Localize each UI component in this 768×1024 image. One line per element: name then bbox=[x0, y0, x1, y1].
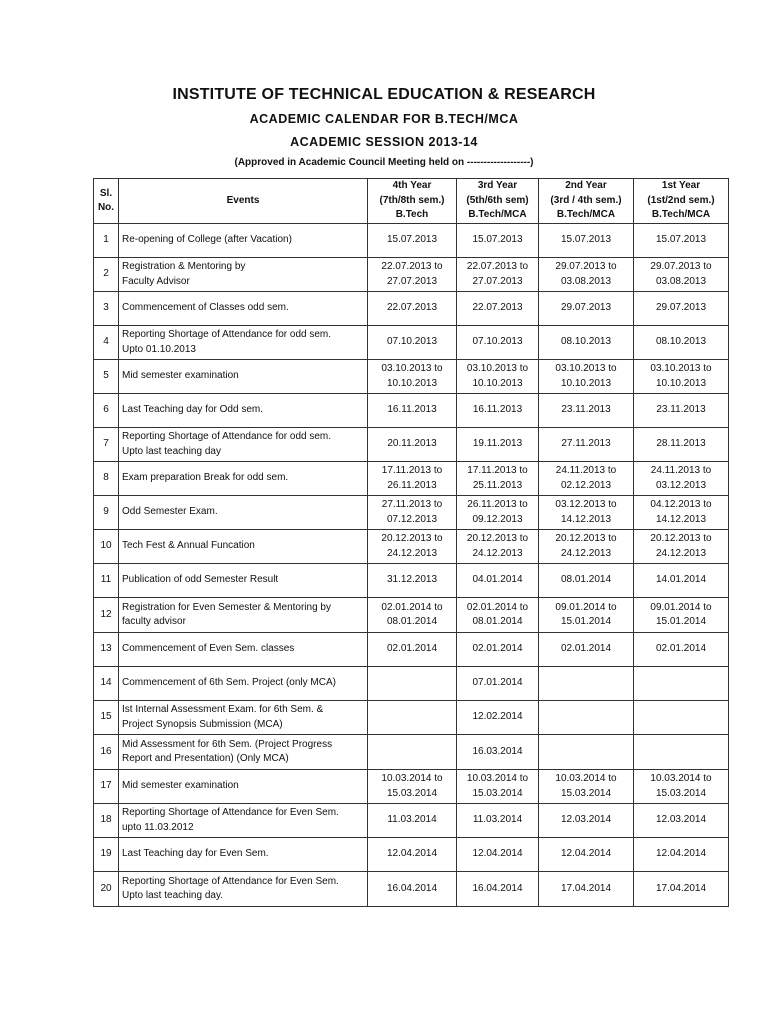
table-row bbox=[94, 564, 729, 598]
year2-date-cell-line: 29.07.2013 to bbox=[555, 261, 617, 272]
year1-date-cell bbox=[634, 735, 729, 770]
year1-date-cell bbox=[634, 394, 729, 428]
year4-date-cell-line: 02.01.2014 to bbox=[381, 601, 443, 613]
row-number: 10 bbox=[94, 530, 119, 564]
event-cell bbox=[119, 360, 368, 394]
year4-date-cell bbox=[368, 326, 457, 360]
year1-date-cell-line: 15.03.2014 bbox=[655, 787, 707, 799]
event-cell bbox=[119, 667, 368, 701]
year2-date-cell-line: 12.04.2014 bbox=[560, 848, 612, 860]
year4-date-cell-line: 27.11.2013 to bbox=[381, 499, 443, 510]
year3-date-cell-line: 08.01.2014 bbox=[472, 616, 523, 627]
year3-date-cell bbox=[457, 224, 539, 258]
year1-date-cell bbox=[634, 564, 729, 598]
year2-date-cell-line: 03.08.2013 bbox=[560, 275, 612, 287]
year1-date-cell-line: 28.11.2013 bbox=[656, 438, 706, 450]
year4-date-cell bbox=[368, 292, 457, 326]
year3-date-cell bbox=[457, 360, 539, 394]
year4-date-cell-line: 07.12.2013 bbox=[386, 513, 438, 525]
year2-date-cell bbox=[539, 735, 634, 770]
year3-date-cell-line: 22.07.2013 bbox=[472, 302, 523, 314]
year1-date-cell bbox=[634, 770, 729, 804]
year4-date-cell-line: 20.11.2013 bbox=[387, 438, 437, 450]
year4-date-cell bbox=[368, 838, 457, 872]
year1-date-cell-line: 24.11.2013 to bbox=[650, 465, 712, 476]
event-cell bbox=[119, 326, 368, 360]
year1-date-cell-line: 15.07.2013 bbox=[655, 234, 707, 246]
year2-date-cell bbox=[539, 326, 634, 360]
year2-date-cell bbox=[539, 394, 634, 428]
year1-date-cell bbox=[634, 667, 729, 701]
row-number: 9 bbox=[94, 496, 119, 530]
year3-date-cell-line: 07.01.2014 bbox=[472, 677, 523, 689]
event-cell-line: faculty advisor bbox=[122, 616, 186, 627]
year1-date-cell bbox=[634, 292, 729, 326]
year3-date-cell-line: 16.11.2013 bbox=[472, 404, 523, 416]
row-number: 17 bbox=[94, 770, 119, 804]
row-number: 7 bbox=[94, 428, 119, 462]
year1-date-cell bbox=[634, 530, 729, 564]
row-number: 3 bbox=[94, 292, 119, 326]
year2-date-cell bbox=[539, 258, 634, 292]
year2-date-cell-line: 24.12.2013 bbox=[560, 547, 612, 559]
year3-header bbox=[457, 179, 539, 224]
year1-date-cell-line: 02.01.2014 bbox=[655, 643, 707, 655]
row-number: 19 bbox=[94, 838, 119, 872]
header-line: (3rd / 4th sem.) bbox=[550, 194, 622, 206]
row-number: 13 bbox=[94, 633, 119, 667]
year2-date-cell-line: 10.03.2014 to bbox=[555, 773, 617, 784]
year1-date-cell-line: 29.07.2013 to bbox=[650, 261, 712, 272]
event-cell-line: Tech Fest & Annual Funcation bbox=[122, 540, 255, 552]
year2-date-cell bbox=[539, 633, 634, 667]
year3-date-cell-line: 26.11.2013 to bbox=[467, 499, 528, 510]
year3-date-cell-line: 04.01.2014 bbox=[472, 574, 523, 586]
year3-date-cell-line: 22.07.2013 to bbox=[466, 261, 529, 272]
header-line: (1st/2nd sem.) bbox=[647, 194, 715, 206]
table-row bbox=[94, 462, 729, 496]
year4-date-cell bbox=[368, 360, 457, 394]
event-cell-line: Mid Assessment for 6th Sem. (Project Progress bbox=[122, 738, 333, 750]
table-row bbox=[94, 667, 729, 701]
year2-date-cell-line: 27.11.2013 bbox=[561, 438, 611, 450]
event-cell-line: Mid semester examination bbox=[122, 370, 239, 382]
sl-no-header bbox=[94, 179, 119, 224]
row-number: 2 bbox=[94, 258, 119, 292]
year2-date-cell-line: 23.11.2013 bbox=[561, 404, 611, 416]
event-cell bbox=[119, 872, 368, 907]
row-number: 11 bbox=[94, 564, 119, 598]
year1-date-cell-line: 04.12.2013 to bbox=[650, 499, 712, 510]
year1-date-cell bbox=[634, 598, 729, 633]
year3-date-cell-line: 17.11.2013 to bbox=[467, 465, 528, 476]
year4-date-cell bbox=[368, 735, 457, 770]
header-line: (5th/6th sem) bbox=[466, 194, 529, 206]
table-row bbox=[94, 496, 729, 530]
year3-date-cell bbox=[457, 292, 539, 326]
row-number: 8 bbox=[94, 462, 119, 496]
year4-date-cell-line: 11.03.2014 bbox=[387, 814, 437, 826]
year3-date-cell-line: 10.10.2013 bbox=[472, 377, 523, 389]
event-cell-line: Registration for Even Semester & Mentoring by bbox=[122, 601, 331, 613]
year4-date-cell-line: 22.07.2013 bbox=[386, 302, 438, 314]
year2-date-cell bbox=[539, 428, 634, 462]
year1-date-cell-line: 14.01.2014 bbox=[655, 574, 707, 586]
table-header-row bbox=[94, 179, 729, 224]
table-row bbox=[94, 360, 729, 394]
year1-date-cell-line: 17.04.2014 bbox=[655, 882, 707, 894]
event-cell bbox=[119, 804, 368, 838]
event-cell-line: Last Teaching day for Odd sem. bbox=[122, 404, 264, 416]
year2-date-cell bbox=[539, 530, 634, 564]
year1-date-cell-line: 14.12.2013 bbox=[655, 513, 707, 525]
row-number: 18 bbox=[94, 804, 119, 838]
year3-date-cell-line: 11.03.2014 bbox=[472, 814, 523, 826]
year1-date-cell bbox=[634, 428, 729, 462]
year4-date-cell-line: 12.04.2014 bbox=[386, 848, 438, 860]
year2-date-cell-line: 15.03.2014 bbox=[560, 787, 612, 799]
header-line: B.Tech/MCA bbox=[651, 209, 711, 221]
year1-date-cell bbox=[634, 701, 729, 735]
table-row bbox=[94, 735, 729, 770]
header-line: B.Tech bbox=[395, 209, 429, 221]
year4-date-cell-line: 26.11.2013 bbox=[387, 479, 437, 491]
year3-date-cell-line: 24.12.2013 bbox=[472, 547, 523, 559]
year1-date-cell bbox=[634, 224, 729, 258]
year3-date-cell-line: 09.12.2013 bbox=[472, 513, 523, 525]
row-number: 4 bbox=[94, 326, 119, 360]
year3-date-cell bbox=[457, 428, 539, 462]
event-cell bbox=[119, 462, 368, 496]
year4-date-cell-line: 24.12.2013 bbox=[386, 547, 438, 559]
year1-date-cell-line: 09.01.2014 to bbox=[650, 601, 712, 613]
year2-date-cell-line: 12.03.2014 bbox=[560, 814, 612, 826]
year2-date-cell-line: 29.07.2013 bbox=[560, 302, 612, 314]
year4-header bbox=[368, 179, 457, 224]
year2-date-cell-line: 09.01.2014 to bbox=[555, 601, 617, 613]
year1-date-cell-line: 03.10.2013 to bbox=[650, 363, 712, 374]
year1-date-cell-line: 12.04.2014 bbox=[655, 848, 707, 860]
event-cell-line: Ist Internal Assessment Exam. for 6th Sem. & bbox=[122, 704, 324, 715]
year1-date-cell-line: 08.10.2013 bbox=[655, 336, 707, 348]
year4-date-cell-line: 20.12.2013 to bbox=[381, 533, 443, 544]
row-number: 14 bbox=[94, 667, 119, 701]
header-line: B.Tech/MCA bbox=[468, 209, 527, 221]
event-cell bbox=[119, 633, 368, 667]
year2-date-cell-line: 20.12.2013 to bbox=[555, 533, 617, 544]
year3-date-cell-line: 03.10.2013 to bbox=[466, 363, 529, 374]
year2-date-cell bbox=[539, 804, 634, 838]
header-line: No. bbox=[97, 202, 115, 213]
year4-date-cell-line: 22.07.2013 to bbox=[381, 261, 443, 272]
institute-title: INSTITUTE OF TECHNICAL EDUCATION & RESEARCH bbox=[172, 86, 596, 103]
year2-date-cell bbox=[539, 667, 634, 701]
year1-date-cell bbox=[634, 872, 729, 907]
year2-date-cell-line: 02.12.2013 bbox=[560, 479, 612, 491]
year2-date-cell bbox=[539, 838, 634, 872]
year4-date-cell-line: 03.10.2013 to bbox=[381, 363, 443, 374]
table-row bbox=[94, 770, 729, 804]
row-number: 15 bbox=[94, 701, 119, 735]
session-title: ACADEMIC SESSION 2013-14 bbox=[290, 135, 478, 149]
table-row bbox=[94, 258, 729, 292]
year1-date-cell bbox=[634, 258, 729, 292]
table-row bbox=[94, 838, 729, 872]
year3-date-cell-line: 02.01.2014 to bbox=[466, 601, 529, 613]
year4-date-cell bbox=[368, 598, 457, 633]
year1-date-cell bbox=[634, 804, 729, 838]
event-cell bbox=[119, 701, 368, 735]
year3-date-cell-line: 07.10.2013 bbox=[472, 336, 523, 348]
year4-date-cell-line: 08.01.2014 bbox=[386, 616, 438, 627]
year4-date-cell bbox=[368, 633, 457, 667]
year3-date-cell bbox=[457, 770, 539, 804]
row-number: 20 bbox=[94, 872, 119, 907]
year4-date-cell-line: 17.11.2013 to bbox=[381, 465, 443, 476]
header-line: 3rd Year bbox=[477, 180, 518, 192]
year3-date-cell bbox=[457, 462, 539, 496]
event-cell bbox=[119, 598, 368, 633]
year2-date-cell bbox=[539, 462, 634, 496]
year4-date-cell-line: 31.12.2013 bbox=[386, 574, 438, 586]
event-cell-line: Project Synopsis Submission (MCA) bbox=[122, 718, 283, 730]
year3-date-cell-line: 10.03.2014 to bbox=[466, 773, 529, 784]
event-cell-line: Commencement of Even Sem. classes bbox=[122, 643, 295, 655]
event-cell bbox=[119, 735, 368, 770]
event-cell bbox=[119, 428, 368, 462]
header-line: (7th/8th sem.) bbox=[379, 194, 445, 206]
table-row bbox=[94, 326, 729, 360]
year1-date-cell bbox=[634, 326, 729, 360]
year4-date-cell bbox=[368, 258, 457, 292]
year2-date-cell-line: 08.10.2013 bbox=[560, 336, 612, 348]
year3-date-cell-line: 25.11.2013 bbox=[472, 479, 523, 491]
header-line: 1st Year bbox=[661, 180, 701, 192]
event-cell bbox=[119, 564, 368, 598]
year3-date-cell bbox=[457, 326, 539, 360]
year2-date-cell-line: 02.01.2014 bbox=[560, 643, 612, 655]
event-cell-line: Faculty Advisor bbox=[122, 275, 190, 287]
year2-date-cell-line: 24.11.2013 to bbox=[555, 465, 617, 476]
event-cell-line: Upto 01.10.2013 bbox=[122, 343, 196, 355]
year2-date-cell-line: 14.12.2013 bbox=[560, 513, 612, 525]
event-cell bbox=[119, 258, 368, 292]
year1-date-cell-line: 23.11.2013 bbox=[656, 404, 706, 416]
event-cell-line: upto 11.03.2012 bbox=[122, 821, 194, 833]
year3-date-cell bbox=[457, 838, 539, 872]
year3-date-cell-line: 27.07.2013 bbox=[472, 275, 523, 287]
event-cell bbox=[119, 770, 368, 804]
year4-date-cell-line: 27.07.2013 bbox=[386, 275, 438, 287]
year1-date-cell-line: 03.12.2013 bbox=[655, 479, 707, 491]
year4-date-cell-line: 15.07.2013 bbox=[386, 234, 438, 246]
table-row bbox=[94, 292, 729, 326]
event-cell-line: Upto last teaching day bbox=[122, 445, 221, 457]
event-cell-line: Odd Semester Exam. bbox=[122, 506, 218, 518]
year3-date-cell bbox=[457, 872, 539, 907]
event-cell bbox=[119, 394, 368, 428]
year4-date-cell bbox=[368, 804, 457, 838]
year2-date-cell-line: 03.12.2013 to bbox=[555, 499, 617, 510]
event-cell-line: Upto last teaching day. bbox=[122, 890, 223, 901]
year1-date-cell-line: 15.01.2014 bbox=[655, 616, 707, 627]
event-cell-line: Commencement of 6th Sem. Project (only MCA) bbox=[122, 677, 336, 689]
year2-date-cell bbox=[539, 224, 634, 258]
table-row bbox=[94, 804, 729, 838]
year4-date-cell bbox=[368, 224, 457, 258]
year4-date-cell-line: 10.03.2014 to bbox=[381, 773, 443, 784]
year3-date-cell bbox=[457, 530, 539, 564]
year1-date-cell bbox=[634, 838, 729, 872]
year3-date-cell bbox=[457, 667, 539, 701]
event-cell bbox=[119, 224, 368, 258]
event-cell-line: Mid semester examination bbox=[122, 780, 239, 792]
year3-date-cell bbox=[457, 496, 539, 530]
calendar-title: ACADEMIC CALENDAR FOR B.TECH/MCA bbox=[249, 112, 519, 126]
table-row bbox=[94, 633, 729, 667]
year1-date-cell-line: 10.03.2014 to bbox=[650, 773, 712, 784]
year2-date-cell bbox=[539, 360, 634, 394]
year4-date-cell bbox=[368, 496, 457, 530]
year3-date-cell bbox=[457, 633, 539, 667]
year4-date-cell bbox=[368, 428, 457, 462]
year3-date-cell bbox=[457, 598, 539, 633]
row-number: 12 bbox=[94, 598, 119, 633]
year3-date-cell-line: 19.11.2013 bbox=[472, 438, 523, 450]
header-line: B.Tech/MCA bbox=[556, 209, 616, 221]
event-cell-line: Last Teaching day for Even Sem. bbox=[122, 848, 269, 860]
year3-date-cell-line: 12.02.2014 bbox=[472, 711, 523, 723]
year2-date-cell bbox=[539, 872, 634, 907]
event-cell-line: Registration & Mentoring by bbox=[122, 261, 246, 272]
approval-note: (Approved in Academic Council Meeting held on -------------------) bbox=[234, 157, 534, 168]
year2-date-cell bbox=[539, 564, 634, 598]
table-row bbox=[94, 598, 729, 633]
event-cell-line: Re-opening of College (after Vacation) bbox=[122, 234, 292, 246]
year3-date-cell bbox=[457, 394, 539, 428]
event-cell bbox=[119, 496, 368, 530]
year4-date-cell bbox=[368, 701, 457, 735]
year2-date-cell bbox=[539, 496, 634, 530]
year1-date-cell bbox=[634, 360, 729, 394]
event-cell bbox=[119, 838, 368, 872]
event-cell bbox=[119, 530, 368, 564]
event-cell-line: Reporting Shortage of Attendance for Even Sem. bbox=[122, 875, 339, 887]
year4-date-cell bbox=[368, 667, 457, 701]
year2-date-cell-line: 17.04.2014 bbox=[560, 882, 612, 894]
year1-date-cell-line: 29.07.2013 bbox=[655, 302, 707, 314]
row-number: 5 bbox=[94, 360, 119, 394]
event-cell-line: Commencement of Classes odd sem. bbox=[122, 302, 289, 314]
year3-date-cell bbox=[457, 804, 539, 838]
year1-date-cell bbox=[634, 633, 729, 667]
year4-date-cell-line: 15.03.2014 bbox=[386, 787, 438, 799]
year1-date-cell-line: 12.03.2014 bbox=[655, 814, 707, 826]
year3-date-cell-line: 16.04.2014 bbox=[472, 882, 523, 894]
year2-date-cell-line: 10.10.2013 bbox=[560, 377, 612, 389]
academic-calendar-table bbox=[93, 178, 729, 907]
year1-header bbox=[634, 179, 729, 224]
year1-date-cell bbox=[634, 462, 729, 496]
events-header: Events bbox=[119, 179, 368, 224]
year4-date-cell bbox=[368, 564, 457, 598]
table-row bbox=[94, 224, 729, 258]
year1-date-cell-line: 03.08.2013 bbox=[655, 275, 707, 287]
event-cell-line: Exam preparation Break for odd sem. bbox=[122, 472, 289, 484]
year3-date-cell-line: 15.03.2014 bbox=[472, 787, 523, 799]
year3-date-cell bbox=[457, 701, 539, 735]
table-row bbox=[94, 872, 729, 907]
table-row bbox=[94, 394, 729, 428]
event-cell-line: Reporting Shortage of Attendance for odd sem. bbox=[122, 431, 332, 442]
year2-date-cell-line: 03.10.2013 to bbox=[555, 363, 617, 374]
year3-date-cell-line: 16.03.2014 bbox=[472, 745, 523, 757]
year2-date-cell bbox=[539, 598, 634, 633]
year4-date-cell bbox=[368, 530, 457, 564]
table-row bbox=[94, 428, 729, 462]
row-number: 6 bbox=[94, 394, 119, 428]
year4-date-cell bbox=[368, 872, 457, 907]
year1-date-cell-line: 10.10.2013 bbox=[655, 377, 707, 389]
header-line: 4th Year bbox=[392, 180, 432, 192]
year4-date-cell bbox=[368, 462, 457, 496]
year3-date-cell-line: 02.01.2014 bbox=[472, 643, 523, 655]
event-cell-line: Publication of odd Semester Result bbox=[122, 574, 279, 586]
event-cell-line: Reporting Shortage of Attendance for Even Sem. bbox=[122, 807, 339, 818]
year3-date-cell bbox=[457, 564, 539, 598]
year4-date-cell bbox=[368, 770, 457, 804]
table-row bbox=[94, 701, 729, 735]
year3-date-cell-line: 12.04.2014 bbox=[472, 848, 523, 860]
header-line: 2nd Year bbox=[565, 180, 607, 192]
row-number: 16 bbox=[94, 735, 119, 770]
event-cell-line: Reporting Shortage of Attendance for odd sem. bbox=[122, 329, 332, 340]
year1-date-cell-line: 24.12.2013 bbox=[655, 547, 707, 559]
year4-date-cell-line: 02.01.2014 bbox=[386, 643, 438, 655]
header-line: Sl. bbox=[99, 187, 113, 199]
year3-date-cell-line: 20.12.2013 to bbox=[466, 533, 529, 544]
year1-date-cell-line: 20.12.2013 to bbox=[650, 533, 712, 544]
year4-date-cell-line: 10.10.2013 bbox=[386, 377, 438, 389]
year2-date-cell-line: 15.01.2014 bbox=[560, 616, 612, 627]
year2-date-cell bbox=[539, 701, 634, 735]
year3-date-cell bbox=[457, 258, 539, 292]
year4-date-cell-line: 16.11.2013 bbox=[387, 404, 437, 416]
year2-date-cell bbox=[539, 292, 634, 326]
year3-date-cell-line: 15.07.2013 bbox=[472, 234, 523, 246]
year4-date-cell bbox=[368, 394, 457, 428]
event-cell bbox=[119, 292, 368, 326]
year4-date-cell-line: 16.04.2014 bbox=[386, 882, 438, 894]
table-row bbox=[94, 530, 729, 564]
year2-date-cell-line: 15.07.2013 bbox=[560, 234, 612, 246]
row-number: 1 bbox=[94, 224, 119, 258]
year2-date-cell bbox=[539, 770, 634, 804]
year4-date-cell-line: 07.10.2013 bbox=[386, 336, 438, 348]
year2-date-cell-line: 08.01.2014 bbox=[560, 574, 612, 586]
year1-date-cell bbox=[634, 496, 729, 530]
year3-date-cell bbox=[457, 735, 539, 770]
year2-header bbox=[539, 179, 634, 224]
event-cell-line: Report and Presentation) (Only MCA) bbox=[122, 753, 289, 764]
